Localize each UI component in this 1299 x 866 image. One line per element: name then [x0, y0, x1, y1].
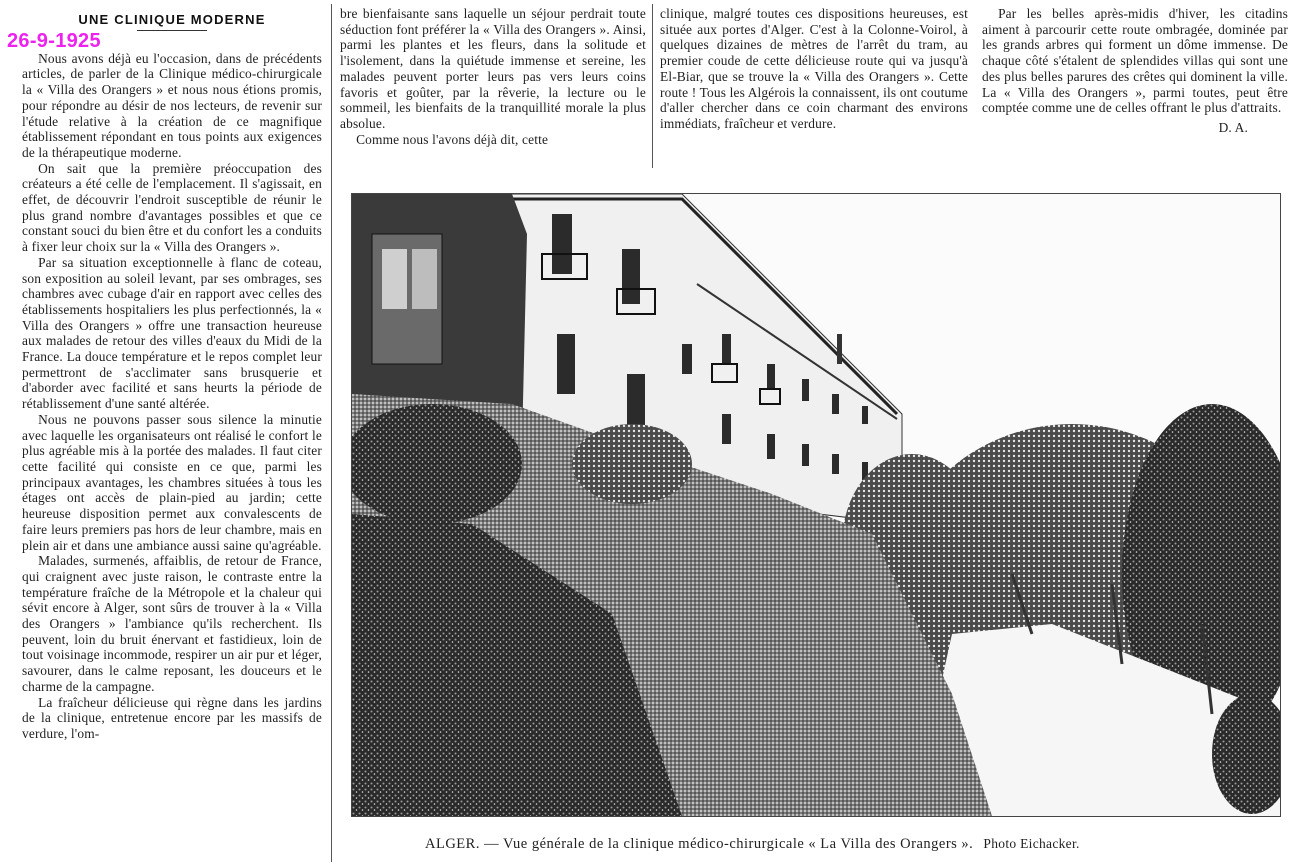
article-column-2 [340, 6, 646, 147]
author-signature: D. A. [1218, 119, 1248, 135]
paragraph: Malades, surmenés, affaiblis, de retour de France, qui craignent avec juste raison, le contraste entre la température fraîche de la Métropole et la chaleur qui sévit encore à Alger, sont sûrs de trouver à la « Villa des Orangers » l'ambiance qu'ils recherchent. Ils peuvent, loin du bruit énervant et fastidieux, loin de tout voisinage incommode, respirer un air pur et léger, savourer, dans le calme reposant, les douceurs et le charme de la campagne. [22, 553, 322, 694]
paragraph: Comme nous l'avons déjà dit, cette [356, 131, 549, 147]
paragraph: On sait que la première préoccupation des créateurs a été celle de l'emplacement. Il s'agissait, en effet, de découvrir l'endroit susceptible de réunir le plus grand nombre d'avantages possibles et que ce constant souci du bien être et du confort les a conduits à fixer leur choix sur la « Villa des Orangers ». [22, 160, 322, 255]
photo-caption [425, 836, 1299, 853]
column-divider [331, 4, 332, 862]
title-underline [137, 30, 207, 31]
paragraph: bre bienfaisante sans laquelle un séjour perdrait toute séduction font préférer la « Villa des Orangers ». Ainsi, parmi les plantes et les fleurs, dans la solitude et l'isolement, dans la quiétude immense et sereine, les malades peuvent porter leurs pas vers leurs coins favoris et goûter, par la rêverie, la lecture ou le sommeil, les bienfaits de la tranquillité morale la plus absolue. [340, 6, 646, 131]
paragraph: Par sa situation exceptionnelle à flanc de coteau, son exposition au soleil levant, par ses ombrages, ses chambres avec cubage d'air en rapport avec celles des établissements hospitaliers les plus perfectionnés, la « Villa des Orangers » offre une transaction heureuse aux malades de retour des villes d'eaux du Midi de la France. La douce température et le repos complet leur permettront de s'acclimater sans brusquerie et d'aborder avec facilité et sans heurts la période de rétablissement d'une santé altérée. [22, 254, 322, 412]
paragraph: Nous avons déjà eu l'occasion, dans de précédents articles, de parler de la Clinique médico-chirurgicale la « Villa des Orangers » et nous nous étions promis, pour répondre au désir de nos lecteurs, de revenir sur l'étude relative à la création de ce magnifique établissement répondant en tous points aux exigences de la thérapeutique moderne. [22, 50, 322, 160]
paragraph: Nous ne pouvons passer sous silence la minutie avec laquelle les organisateurs ont réalisé le confort le plus agréable mis à la portée des malades. Il faut citer cette facilité qui consiste en ce que, parmi les principaux avantages, les chambres situées à tous les étages ont accès de plain-pied au jardin; cette heureuse disposition permet aux convalescents de faire leurs premiers pas hors de leur chambre, mais en plein air et dans une ambiance aussi saine qu'agréable. [22, 411, 322, 553]
column-divider [652, 4, 653, 168]
paragraph: La fraîcheur délicieuse qui règne dans les jardins de la clinique, entretenue encore par les massifs de verdure, l'om- [22, 694, 322, 741]
paragraph: clinique, malgré toutes ces dispositions heureuses, est située aux portes d'Alger. C'est à la Colonne-Voirol, à quelques dizaines de mètres de l'arrêt du tram, au premier coude de cette délicieuse route qui va jusqu'à El-Biar, que se trouve la « Villa des Orangers ». Cette route ! Tous les Algérois la connaissent, ils ont coutume d'aller chercher dans ce coin charmant des environs immédiats, fraîcheur et verdure. [660, 6, 968, 131]
caption-text: ALGER. — Vue générale de la clinique médico-chirurgicale « La Villa des Orangers ». [425, 836, 974, 852]
article-column-4 [982, 6, 1288, 136]
clinic-photograph [351, 193, 1281, 817]
article-title: UNE CLINIQUE MODERNE [78, 12, 266, 27]
article-column-1 [22, 12, 322, 742]
photo-credit: Photo Eichacker. [983, 836, 1080, 851]
article-column-3 [660, 6, 968, 132]
date-stamp: 26-9-1925 [7, 30, 101, 52]
paragraph: Par les belles après-midis d'hiver, les citadins aiment à parcourir cette route ombragée, dominée par les grands arbres qui forment un dôme immense. De chaque côté s'étalent de splendides villas qui sont une des plus belles parures des crêtes qui dominent la ville. La « Villa des Orangers », parmi toutes, peut être comptée comme une de celles offrant le plus d'attraits. [982, 6, 1288, 116]
